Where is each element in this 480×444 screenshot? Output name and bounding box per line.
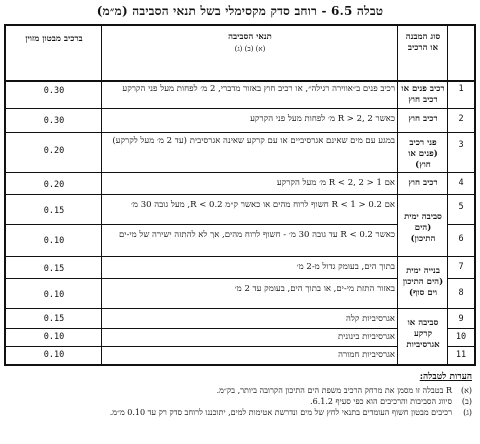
row-number: 7: [458, 262, 464, 272]
structure-type: בנייה ימית (הים התיכון וים סוף): [402, 266, 444, 298]
note-label: (ב): [461, 397, 472, 406]
header-conditions-refs: (א) (ב) (ג): [234, 45, 266, 53]
note-item: [8, 385, 472, 396]
row-divider: [448, 278, 474, 279]
environment-condition: כאשר R < 0.2 עד גובה 30 מ׳ - חשוף לרוח מהים, אך לא להתזה ישירה של מי-ים: [118, 230, 395, 240]
structure-type: רכיב חוץ: [408, 114, 438, 124]
crack-width-value: 0.15: [43, 206, 65, 216]
crack-width-value: 0.30: [43, 86, 65, 96]
row-number: 3: [458, 140, 464, 150]
row-number: 1: [458, 84, 464, 94]
row-divider: [6, 108, 474, 109]
environment-condition: אגרסיביות חמורה: [338, 350, 395, 360]
environment-condition: אם 1 < R < 2, 2 מ׳ מעל הקרקע: [276, 178, 395, 188]
environment-condition: באזור התזת מי-ים, או בתוך הים, בעומק עד 2 מ׳: [234, 284, 395, 294]
row-number: 2: [458, 114, 464, 124]
header-type: סוג המבנה או הרכיב: [405, 32, 441, 53]
row-divider: [6, 308, 474, 309]
crack-width-table: [4, 24, 476, 366]
table-title: טבלה 6.5 - רוחב סדק מקסימלי בשל תנאי הסביבה (מ״מ): [96, 4, 384, 18]
crack-width-value: 0.15: [43, 314, 65, 324]
row-divider: [6, 328, 398, 329]
note-text: סיווג הסביבות והרכיבים הוא כפי סעיף 6.1.2.: [310, 397, 452, 406]
row-number: 5: [458, 202, 464, 212]
crack-width-value: 0.10: [43, 332, 65, 342]
row-number: 6: [458, 234, 464, 244]
note-item: [8, 407, 472, 418]
row-divider: [6, 194, 474, 195]
row-divider: [448, 346, 474, 347]
crack-width-value: 0.10: [43, 236, 65, 246]
structure-type: סביבה או קרקע אגרסיביות: [406, 318, 440, 350]
row-divider: [6, 132, 474, 133]
row-number: 9: [458, 314, 464, 324]
crack-width-value: 0.15: [43, 264, 65, 274]
note-label: (א): [460, 386, 472, 395]
table-notes: [8, 372, 472, 418]
row-divider: [6, 256, 474, 257]
row-divider: [448, 224, 474, 225]
environment-condition: במגע עם מים שאינם אגרסיביים או עם קרקע שאינה אגרסיבית (עד 2 מ׳ מעל לקרקע): [112, 136, 395, 146]
row-divider: [6, 346, 398, 347]
row-number: 8: [458, 288, 464, 298]
note-text: רכיבים מבטון חשוף העומדים בתנאי לחץ של מים ונדרשת אטימות למים, יתוכננו לרוחב סדק רק עד 0.10 מ״מ.: [109, 408, 452, 417]
structure-type: רכיב חוץ: [408, 178, 438, 188]
environment-condition: אם 0.2 < R < 1 חשוף לרוח מהים או כאשר ק״מ R < 0.2, מעל גובה 30 מ׳: [130, 200, 395, 210]
row-number: 10: [455, 332, 467, 342]
row-number: 4: [458, 178, 464, 188]
crack-width-value: 0.20: [43, 180, 65, 190]
row-divider: [448, 328, 474, 329]
note-item: [8, 396, 472, 407]
row-divider: [6, 172, 474, 173]
crack-width-value: 0.10: [43, 350, 65, 360]
row-divider: [6, 224, 398, 225]
environment-condition: רכיב פנים ב״אווירה רגילה״, או רכיב חוץ באזור מדברי, 2 מ׳ לפחות מעל פני הקרקע: [122, 84, 395, 94]
environment-condition: כאשר R > 2, 2 מ׳ לפחות מעל פני הקרקע: [250, 114, 395, 124]
structure-type: פני רכיב (פנים או חוץ): [408, 138, 438, 170]
environment-condition: אגרסיביות קלה: [346, 314, 395, 324]
structure-type: סביבה ימית (הים התיכון): [404, 212, 442, 244]
structure-type: רכיב פנים או רכיב חוץ: [401, 84, 445, 105]
header-number-column: [448, 26, 474, 80]
environment-condition: בתוך הים, בעומק גדול מ-2 מ׳: [296, 262, 395, 272]
note-text: R בטבלה זו מסמן את מרחק הרכיב משפת הים התיכון הקרובה ביותר, בק״מ.: [216, 386, 452, 395]
header-conditions: תנאי הסביבה: [228, 32, 272, 42]
crack-width-value: 0.30: [43, 116, 65, 126]
crack-width-value: 0.20: [43, 146, 65, 156]
environment-condition: אגרסיביות בינונית: [338, 332, 395, 342]
notes-heading: הערות לטבלה:: [419, 372, 472, 382]
header-width: ברכיב מבטון מזוין: [25, 34, 83, 44]
crack-width-value: 0.10: [43, 290, 65, 300]
note-label: (ג): [463, 408, 472, 417]
row-divider: [6, 278, 398, 279]
row-number: 11: [455, 350, 467, 360]
